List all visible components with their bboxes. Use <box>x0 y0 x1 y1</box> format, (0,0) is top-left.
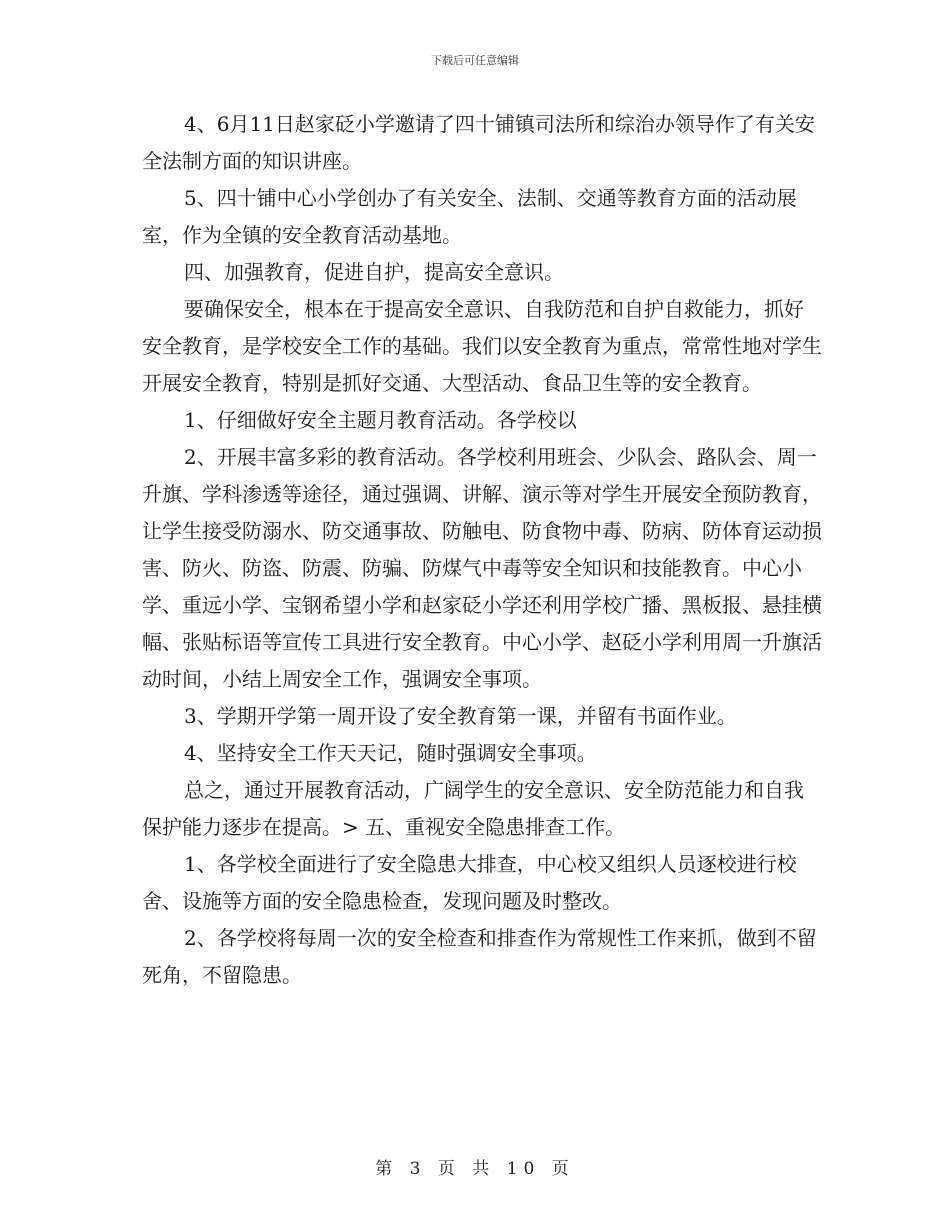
document-body <box>142 106 822 994</box>
paragraph-item-4-daily-record: 4、坚持安全工作天天记，随时强调安全事项。 <box>184 741 597 765</box>
paragraph-item-1-inspection: 1、各学校全面进行了安全隐患大排查，中心校又组织人员逐校进行校舍、设施等方面的安全隐患检查，发现问题及时整改。 <box>142 852 797 913</box>
paragraph-item-4-lecture: 4、6月11日赵家砭小学邀请了四十铺镇司法所和综治办领导作了有关安全法制方面的知识讲座。 <box>142 112 815 173</box>
paragraph-summary: 总之，通过开展教育活动，广阔学生的安全意识、安全防范能力和自我保护能力逐步在提高。> 五、重视安全隐患排查工作。 <box>142 778 804 839</box>
page-footer: 第 3 页 共 10 页 <box>375 1159 575 1179</box>
section-heading-4: 四、加强教育，促进自护，提高安全意识。 <box>184 260 564 284</box>
paragraph-item-2-activities: 2、开展丰富多彩的教育活动。各学校利用班会、少队会、路队会、周一升旗、学科渗透等途径，通过强调、讲解、演示等对学生开展安全预防教育，让学生接受防溺水、防交通事故、防触电、防食物中毒、防病、防体育运动损害、防火、防盗、防震、防骗、防煤气中毒等安全知识和技能教育。中心小学、重远小学、宝钢希望小学和赵家砭小学还利用学校广播、黑板报、悬挂横幅、张贴标语等宣传工具进行安全教育。中心小学、赵砭小学利用周一升旗活动时间，小结上周安全工作，强调安全事项。 <box>142 445 822 691</box>
page-header: 下载后可任意编辑 <box>431 54 519 67</box>
paragraph-item-1-theme-month: 1、仔细做好安全主题月教育活动。各学校以 <box>184 408 577 432</box>
paragraph-item-5-exhibition: 5、四十铺中心小学创办了有关安全、法制、交通等教育方面的活动展室，作为全镇的安全教育活动基地。 <box>142 186 797 247</box>
paragraph-item-2-weekly-check: 2、各学校将每周一次的安全检查和排查作为常规性工作来抓，做到不留死角，不留隐患。 <box>142 926 817 987</box>
paragraph-safety-awareness: 要确保安全，根本在于提高安全意识、自我防范和自护自救能力，抓好安全教育，是学校安全工作的基础。我们以安全教育为重点，常常性地对学生开展安全教育，特别是抓好交通、大型活动、食品卫生等的安全教育。 <box>142 297 822 395</box>
paragraph-item-3-first-lesson: 3、学期开学第一周开设了安全教育第一课，并留有书面作业。 <box>184 704 737 728</box>
